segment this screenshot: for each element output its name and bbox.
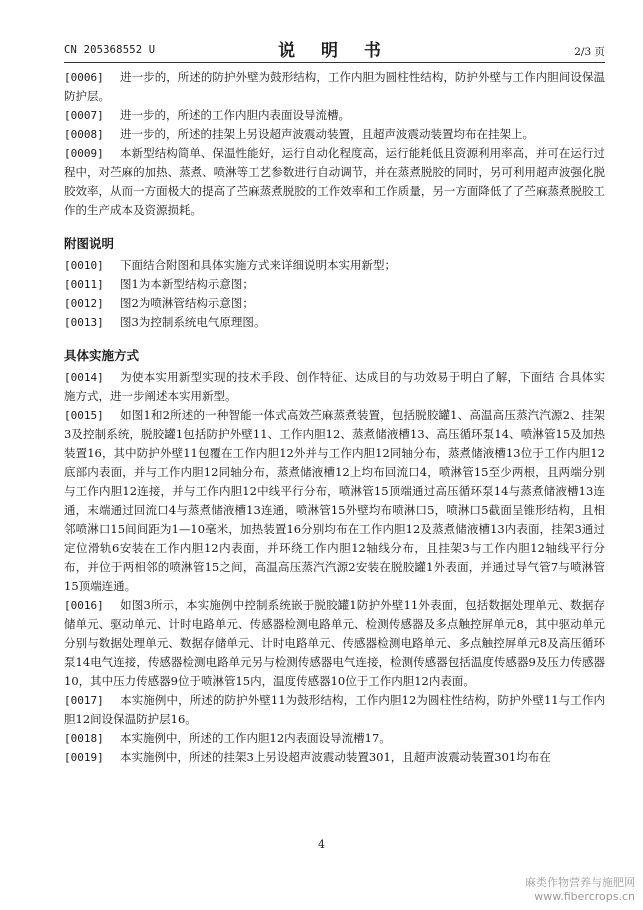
paragraph-text: 如图1和2所述的一种智能一体式高效苎麻蒸煮装置，包括脱胶罐1、高温高压蒸汽汽源2、挂架3及控制系统，脱胶罐1包括防护外壁11、工作内胆12、蒸煮储液槽13、高压循环泵14、喷淋管15及加热装置16，其中防护外壁11包覆在工作内胆12外并与工作内胆12同轴分布，蒸煮储液槽13位于工作内胆12底部内表面，并与工作内胆12同轴分布，蒸煮储液槽12上均布回流口4，喷淋管15至少两根，且两端分别与工作内胆12连接，并与工作内胆12中线平行分布，喷淋管15顶端通过高压循环泵14与蒸煮储液槽13连通，末端通过回流口4与蒸煮储液槽13连通，喷淋管15外壁均布喷淋口5，喷淋口5截面呈锥形结构，且相邻喷淋口15间间距为1—10毫米，加热装置16分别均布在工作内胆12及蒸煮储液槽13内表面，挂架3通过定位滑轨6安装在工作内胆12内表面，并环绕工作内胆12轴线分布，且挂架3与工作内胆12轴线平行分布，并位于两相邻的喷淋管15之间，高温高压蒸汽汽源2安装在脱胶罐1外表面，并通过导气管7与喷淋管15顶端连通。 bbox=[64, 408, 605, 593]
paragraph-number: [0014] bbox=[64, 371, 104, 384]
paragraph-text: 下面结合附图和具体实施方式来详细说明本实用新型； bbox=[120, 258, 396, 272]
paragraph-number: [0010] bbox=[64, 259, 104, 272]
paragraph-text: 进一步的，所述的工作内胆内表面设导流槽。 bbox=[120, 108, 350, 122]
document-title: 说 明 书 bbox=[278, 41, 391, 61]
paragraph-number: [0016] bbox=[64, 599, 104, 612]
paragraph bbox=[64, 275, 605, 294]
paragraph-number: [0012] bbox=[64, 297, 104, 310]
site-watermark bbox=[525, 876, 635, 904]
paragraph-number: [0018] bbox=[64, 732, 104, 745]
paragraph bbox=[64, 368, 605, 406]
page-number: 4 bbox=[318, 838, 325, 851]
paragraph-number: [0019] bbox=[64, 751, 104, 764]
paragraph-list-drawings bbox=[64, 256, 605, 332]
section-title-embodiments: 具体实施方式 bbox=[64, 348, 140, 363]
paragraph-text: 图2为喷淋管结构示意图； bbox=[120, 296, 254, 310]
paragraph-number: [0013] bbox=[64, 316, 104, 329]
paragraph-text: 本实施例中，所述的防护外壁11为鼓形结构，工作内胆12为圆柱性结构，防护外壁11与工作内胆12间设保温防护层16。 bbox=[64, 693, 605, 726]
paragraph-text: 图3为控制系统电气原理图。 bbox=[120, 315, 266, 329]
paragraph bbox=[64, 406, 605, 596]
header-rule bbox=[64, 62, 605, 63]
document-body bbox=[64, 68, 605, 767]
paragraph-text: 图1为本新型结构示意图； bbox=[120, 277, 254, 291]
paragraph-text: 为使本实用新型实现的技术手段、创作特征、达成目的与功效易于明白了解，下面结 合具体实施方式，进一步阐述本实用新型。 bbox=[64, 370, 605, 403]
paragraph-text: 本实施例中，所述的挂架3上另设超声波震动装置301，且超声波震动装置301均布在 bbox=[120, 750, 551, 764]
paragraph-number: [0008] bbox=[64, 128, 104, 141]
paragraph bbox=[64, 748, 605, 767]
paragraph-text: 本新型结构简单、保温性能好，运行自动化程度高，运行能耗低且资源利用率高，并可在运行过程中，对苎麻的加热、蒸煮、喷淋等工艺参数进行自动调节，并在蒸煮脱胶的同时，另可利用超声波强化脱胶效率，从而一方面极大的提高了苎麻蒸煮脱胶的工作效率和工作质量，另一方面降低了了苎麻蒸煮脱胶工作的生产成本及资源损耗。 bbox=[64, 146, 605, 217]
paragraph-number: [0009] bbox=[64, 147, 104, 160]
paragraph-text: 进一步的，所述的挂架上另设超声波震动装置，且超声波震动装置均布在挂架上。 bbox=[120, 127, 534, 141]
paragraph bbox=[64, 294, 605, 313]
paragraph bbox=[64, 106, 605, 125]
paragraph-text: 进一步的，所述的防护外壁为鼓形结构，工作内胆为圆柱性结构，防护外壁与工作内胆间设保温防护层。 bbox=[64, 70, 605, 103]
paragraph-text: 如图3所示，本实施例中控制系统嵌于脱胶罐1防护外壁11外表面，包括数据处理单元、数据存储单元、驱动单元、计时电路单元、传感器检测电路单元、检测传感器及多点触控屏单元8，其中驱动单元分别与数据处理单元、数据存储单元、计时电路单元、传感器检测电路单元、多点触控屏单元8及高压循环泵14电气连接，传感器检测电路单元另与检测传感器电气连接，检测传感器包括温度传感器9及压力传感器10，其中压力传感器9位于喷淋管15内，温度传感器10位于工作内胆12内表面。 bbox=[64, 598, 605, 688]
page-header bbox=[64, 36, 605, 60]
paragraph bbox=[64, 691, 605, 729]
watermark-line2: www.fibercrops.cn bbox=[534, 890, 635, 903]
paragraph-text: 本实施例中，所述的工作内胆12内表面设导流槽17。 bbox=[120, 731, 391, 745]
paragraph bbox=[64, 256, 605, 275]
paragraph bbox=[64, 729, 605, 748]
paragraph bbox=[64, 313, 605, 332]
section-title-drawings: 附图说明 bbox=[64, 236, 115, 251]
paragraph-number: [0011] bbox=[64, 278, 104, 291]
paragraph bbox=[64, 144, 605, 220]
paragraph-list-top bbox=[64, 68, 605, 220]
paragraph-number: [0017] bbox=[64, 694, 104, 707]
paragraph-list-embodiments bbox=[64, 368, 605, 767]
publication-number: CN 205368552 U bbox=[64, 44, 156, 56]
paragraph bbox=[64, 68, 605, 106]
paragraph-number: [0007] bbox=[64, 109, 104, 122]
paragraph bbox=[64, 125, 605, 144]
paragraph-number: [0015] bbox=[64, 409, 104, 422]
watermark-line1: 麻类作物营养与施肥网 bbox=[525, 876, 635, 889]
page-of-total: 2/3 页 bbox=[574, 46, 605, 58]
paragraph-number: [0006] bbox=[64, 71, 104, 84]
paragraph bbox=[64, 596, 605, 691]
